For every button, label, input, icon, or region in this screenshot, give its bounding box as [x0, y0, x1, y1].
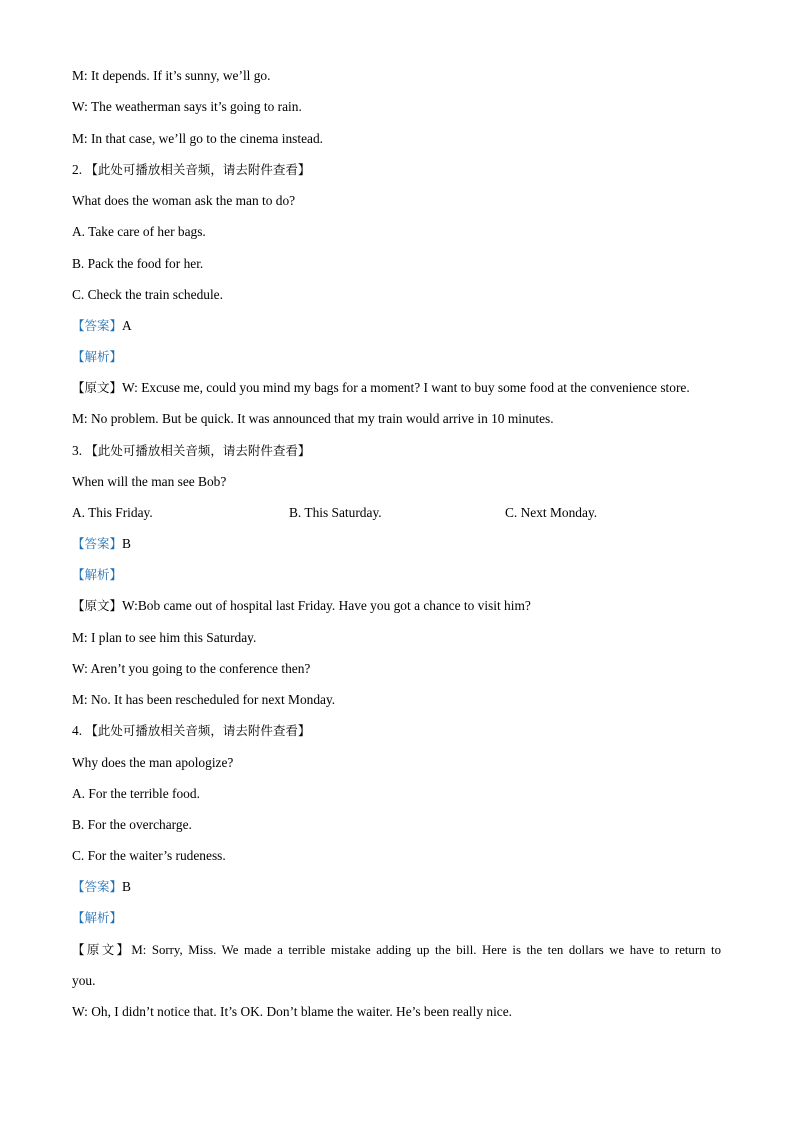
question-number: 4. [72, 723, 83, 738]
analysis-line [72, 910, 122, 926]
audio-note: 【此处可播放相关音频，请去附件查看】 [85, 443, 311, 458]
question-2-header [72, 162, 310, 178]
original-label: 【原文】 [72, 380, 123, 395]
question-3-header [72, 443, 310, 459]
option-c: C. Next Monday. [505, 505, 598, 520]
analysis-line [72, 567, 122, 583]
answer-value: B [122, 879, 131, 894]
dialogue-line: M: No. It has been rescheduled for next Monday. [72, 692, 336, 707]
analysis-label: 【解析】 [72, 910, 123, 925]
dialogue-line: M: No problem. But be quick. It was announced that my train would arrive in 10 minutes. [72, 411, 554, 426]
question-text: Why does the man apologize? [72, 755, 234, 770]
option-c: C. For the waiter’s rudeness. [72, 848, 226, 863]
answer-label: 【答案】 [72, 536, 123, 551]
answer-value: B [122, 536, 131, 551]
question-number: 2. [72, 162, 83, 177]
analysis-label: 【解析】 [72, 349, 123, 364]
audio-note: 【此处可播放相关音频，请去附件查看】 [85, 723, 311, 738]
audio-note: 【此处可播放相关音频，请去附件查看】 [85, 162, 311, 177]
analysis-line [72, 349, 122, 365]
answer-line [72, 318, 132, 334]
option-b: B. For the overcharge. [72, 817, 192, 832]
original-text-line [72, 942, 721, 958]
original-text-line [72, 598, 531, 614]
original-label: 【原文】 [72, 942, 132, 957]
question-number: 3. [72, 443, 83, 458]
option-a: A. For the terrible food. [72, 786, 200, 801]
original-text-continuation: you. [72, 973, 96, 988]
dialogue-line: W: Aren’t you going to the conference then? [72, 661, 311, 676]
option-a: A. Take care of her bags. [72, 224, 206, 239]
dialogue-line: M: It depends. If it’s sunny, we’ll go. [72, 68, 271, 83]
answer-value: A [122, 318, 132, 333]
dialogue-line: M: I plan to see him this Saturday. [72, 630, 257, 645]
answer-line [72, 536, 131, 552]
analysis-label: 【解析】 [72, 567, 123, 582]
original-text-line [72, 380, 690, 396]
option-a: A. This Friday. [72, 505, 153, 520]
dialogue-line: M: In that case, we’ll go to the cinema instead. [72, 131, 323, 146]
dialogue-line: W: The weatherman says it’s going to rain. [72, 99, 302, 114]
original-label: 【原文】 [72, 598, 123, 613]
dialogue-line: W: Oh, I didn’t notice that. It’s OK. Don’t blame the waiter. He’s been really nice. [72, 1004, 513, 1019]
original-text: M: Sorry, Miss. We made a terrible mistake adding up the bill. Here is the ten dollars we have to return to [131, 943, 721, 957]
question-4-header [72, 723, 310, 739]
answer-label: 【答案】 [72, 318, 123, 333]
answer-label: 【答案】 [72, 879, 123, 894]
question-text: When will the man see Bob? [72, 474, 227, 489]
original-text: W:Bob came out of hospital last Friday. Have you got a chance to visit him? [122, 598, 531, 613]
option-c: C. Check the train schedule. [72, 287, 223, 302]
answer-line [72, 879, 131, 895]
option-b: B. Pack the food for her. [72, 256, 204, 271]
option-b: B. This Saturday. [289, 505, 382, 520]
question-text: What does the woman ask the man to do? [72, 193, 296, 208]
original-text: W: Excuse me, could you mind my bags for a moment? I want to buy some food at the convenience store. [122, 380, 690, 395]
